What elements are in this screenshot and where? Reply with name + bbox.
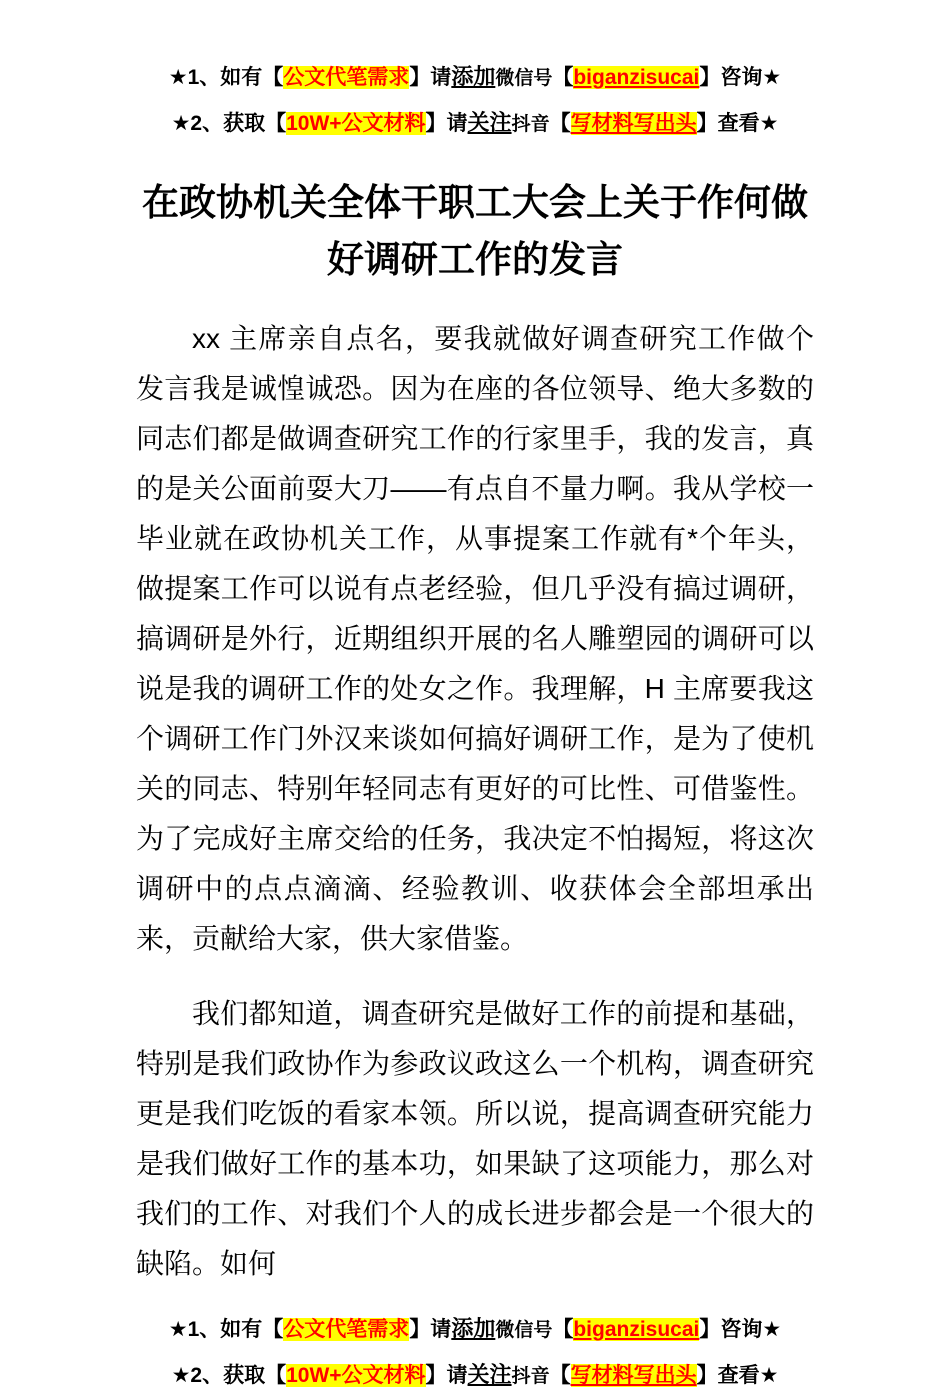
- promo-mid: 】请: [409, 66, 452, 89]
- promo-prefix: ★2、获取【: [171, 112, 287, 135]
- promo-douyin-label: 抖音: [511, 1366, 550, 1387]
- promo-suffix: 】咨询★: [699, 66, 782, 89]
- promo-wechat-id: biganzisucai: [573, 66, 700, 89]
- promo-wechat-label: 微信号: [495, 1320, 553, 1341]
- promo-douyin-id: 写材料写出头: [570, 112, 697, 135]
- promo-prefix: ★1、如有【: [168, 66, 284, 89]
- promo-highlight-service: 公文代笔需求: [283, 1318, 410, 1341]
- promo-bracket: 【: [552, 1318, 574, 1341]
- promo-line-2: [0, 108, 950, 139]
- promo-wechat-id: biganzisucai: [573, 1318, 700, 1341]
- promo-suffix: 】查看★: [696, 112, 779, 135]
- promo-bracket: 【: [549, 112, 571, 135]
- promo-underline-add: 添加: [451, 1316, 496, 1341]
- promo-douyin-label: 抖音: [511, 114, 550, 135]
- promo-underline-follow: 关注: [467, 110, 512, 135]
- promo-prefix: ★1、如有【: [168, 1318, 284, 1341]
- promo-line-2: [0, 1360, 950, 1391]
- document-body: [136, 314, 814, 1289]
- promo-mid: 】请: [425, 1364, 468, 1387]
- promo-underline-add: 添加: [451, 64, 496, 89]
- page-title: 在政协机关全体干职工大会上关于作何做好调研工作的发言: [142, 182, 808, 280]
- promo-underline-follow: 关注: [467, 1362, 512, 1387]
- promo-prefix: ★2、获取【: [171, 1364, 287, 1387]
- promo-banner-top: [0, 62, 950, 139]
- promo-douyin-id: 写材料写出头: [570, 1364, 697, 1387]
- paragraph-1: xx 主席亲自点名，要我就做好调查研究工作做个发言我是诚惶诚恐。因为在座的各位领导、绝大多数的同志们都是做调查研究工作的行家里手，我的发言，真的是关公面前耍大刀——有点自不量力啊。我从学校一毕业就在政协机关工作，从事提案工作就有*个年头，做提案工作可以说有点老经验，但几乎没有搞过调研，搞调研是外行，近期组织开展的名人雕塑园的调研可以说是我的调研工作的处女之作。我理解，H 主席要我这个调研工作门外汉来谈如何搞好调研工作，是为了使机关的同志、特别年轻同志有更好的可比性、可借鉴性。为了完成好主席交给的任务，我决定不怕揭短，将这次调研中的点点滴滴、经验教训、收获体会全部坦承出来，贡献给大家，供大家借鉴。: [136, 323, 814, 954]
- promo-mid: 】请: [425, 112, 468, 135]
- promo-banner-bottom: [0, 1314, 950, 1391]
- promo-highlight-materials: 10W+公文材料: [286, 112, 426, 135]
- paragraph-2: 我们都知道，调查研究是做好工作的前提和基础，特别是我们政协作为参政议政这么一个机构，调查研究更是我们吃饭的看家本领。所以说，提高调查研究能力是我们做好工作的基本功，如果缺了这项能力，那么对我们的工作、对我们个人的成长进步都会是一个很大的缺陷。如何: [136, 998, 814, 1279]
- promo-mid: 】请: [409, 1318, 452, 1341]
- promo-suffix: 】查看★: [696, 1364, 779, 1387]
- promo-suffix: 】咨询★: [699, 1318, 782, 1341]
- promo-bracket: 【: [552, 66, 574, 89]
- promo-wechat-label: 微信号: [495, 68, 553, 89]
- promo-line-1: [0, 1314, 950, 1345]
- promo-bracket: 【: [549, 1364, 571, 1387]
- promo-line-1: [0, 62, 950, 93]
- promo-highlight-materials: 10W+公文材料: [286, 1364, 426, 1387]
- promo-highlight-service: 公文代笔需求: [283, 66, 410, 89]
